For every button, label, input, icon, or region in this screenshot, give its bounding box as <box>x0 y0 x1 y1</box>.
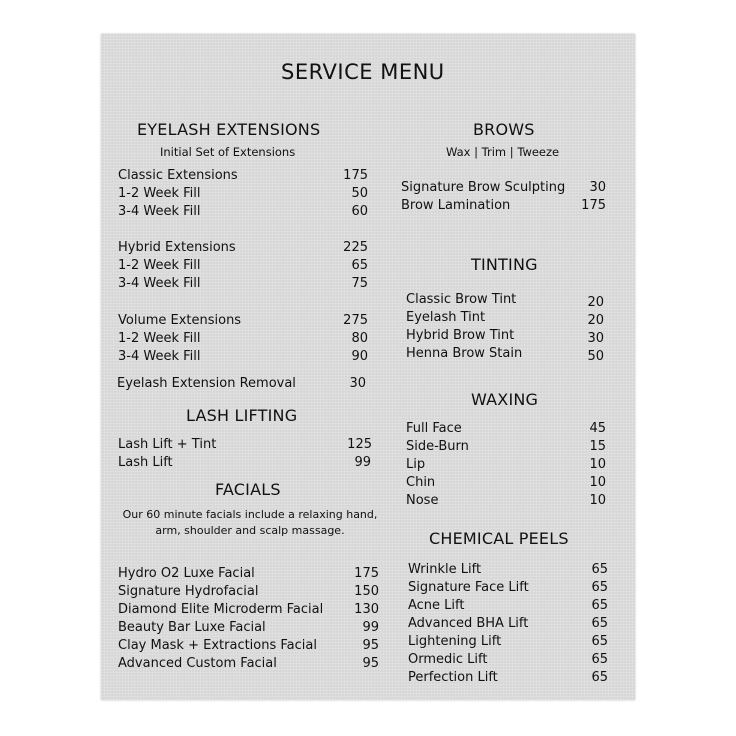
service-name: Diamond Elite Microderm Facial <box>118 602 324 617</box>
service-price: 275 <box>343 313 368 328</box>
service-name: Beauty Bar Luxe Facial <box>118 620 266 635</box>
service-name: Henna Brow Stain <box>406 346 523 361</box>
service-price: 95 <box>362 638 379 653</box>
service-price: 150 <box>354 584 379 599</box>
facials-description: Our 60 minute facials include a relaxing hand, arm, shoulder and scalp massage. <box>122 508 378 537</box>
service-price: 65 <box>591 562 608 577</box>
service-name: Advanced Custom Facial <box>118 656 277 671</box>
service-price: 225 <box>343 240 368 255</box>
service-price: 30 <box>587 331 604 346</box>
lash-lifting-heading: LASH LIFTING <box>186 406 298 425</box>
page-title: SERVICE MENU <box>281 60 445 84</box>
service-price: 10 <box>589 493 606 508</box>
service-name: Eyelash Extension Removal <box>117 376 296 391</box>
service-name: Volume Extensions <box>118 313 242 328</box>
service-name: Side-Burn <box>406 439 469 454</box>
service-price: 130 <box>354 602 379 617</box>
service-name: 3-4 Week Fill <box>118 349 201 364</box>
service-name: Advanced BHA Lift <box>408 616 529 631</box>
service-price: 90 <box>351 349 368 364</box>
service-name: 1-2 Week Fill <box>118 258 201 273</box>
tinting-heading: TINTING <box>471 255 538 274</box>
brows-heading: BROWS <box>473 120 535 139</box>
eyelash-heading: EYELASH EXTENSIONS <box>137 120 321 139</box>
service-name: Lash Lift + Tint <box>118 437 217 452</box>
service-price: 45 <box>589 421 606 436</box>
service-name: Full Face <box>406 421 462 436</box>
service-price: 60 <box>351 204 368 219</box>
service-name: Perfection Lift <box>408 670 498 685</box>
service-name: Signature Hydrofacial <box>118 584 259 599</box>
service-price: 95 <box>362 656 379 671</box>
service-name: 1-2 Week Fill <box>118 331 201 346</box>
service-name: Classic Extensions <box>118 168 238 183</box>
service-name: Wrinkle Lift <box>408 562 482 577</box>
service-price: 30 <box>349 376 366 391</box>
service-price: 50 <box>587 349 604 364</box>
service-name: Lip <box>406 457 426 472</box>
service-price: 10 <box>589 457 606 472</box>
service-price: 30 <box>589 180 606 195</box>
service-name: 3-4 Week Fill <box>118 204 201 219</box>
service-name: Ormedic Lift <box>408 652 488 667</box>
service-price: 99 <box>354 455 371 470</box>
service-name: Lash Lift <box>118 455 173 470</box>
service-price: 65 <box>351 258 368 273</box>
service-name: Acne Lift <box>408 598 465 613</box>
facials-heading: FACIALS <box>215 480 281 499</box>
service-price: 50 <box>351 186 368 201</box>
service-name: Hybrid Brow Tint <box>406 328 515 343</box>
service-name: Eyelash Tint <box>406 310 486 325</box>
service-name: Clay Mask + Extractions Facial <box>118 638 317 653</box>
service-price: 65 <box>591 580 608 595</box>
service-price: 175 <box>343 168 368 183</box>
service-price: 125 <box>347 437 372 452</box>
service-name: Brow Lamination <box>401 198 511 213</box>
service-name: 1-2 Week Fill <box>118 186 201 201</box>
service-name: Hydro O2 Luxe Facial <box>118 566 255 581</box>
service-name: Signature Brow Sculpting <box>401 180 566 195</box>
service-price: 65 <box>591 616 608 631</box>
service-name: 3-4 Week Fill <box>118 276 201 291</box>
service-name: Hybrid Extensions <box>118 240 236 255</box>
service-name: Classic Brow Tint <box>406 292 517 307</box>
service-price: 10 <box>589 475 606 490</box>
service-price: 20 <box>587 295 604 310</box>
chemical-peels-heading: CHEMICAL PEELS <box>429 529 569 548</box>
service-price: 80 <box>351 331 368 346</box>
service-name: Chin <box>406 475 436 490</box>
service-price: 175 <box>581 198 606 213</box>
brows-subheading: Wax | Trim | Tweeze <box>446 145 560 159</box>
service-price: 20 <box>587 313 604 328</box>
service-price: 15 <box>589 439 606 454</box>
service-price: 65 <box>591 670 608 685</box>
service-price: 175 <box>354 566 379 581</box>
eyelash-subheading: Initial Set of Extensions <box>160 145 296 159</box>
waxing-heading: WAXING <box>471 390 539 409</box>
service-price: 65 <box>591 598 608 613</box>
service-price: 75 <box>351 276 368 291</box>
service-name: Lightening Lift <box>408 634 502 649</box>
service-price: 65 <box>591 634 608 649</box>
service-name: Nose <box>406 493 439 508</box>
service-price: 99 <box>362 620 379 635</box>
service-name: Signature Face Lift <box>408 580 529 595</box>
service-price: 65 <box>591 652 608 667</box>
